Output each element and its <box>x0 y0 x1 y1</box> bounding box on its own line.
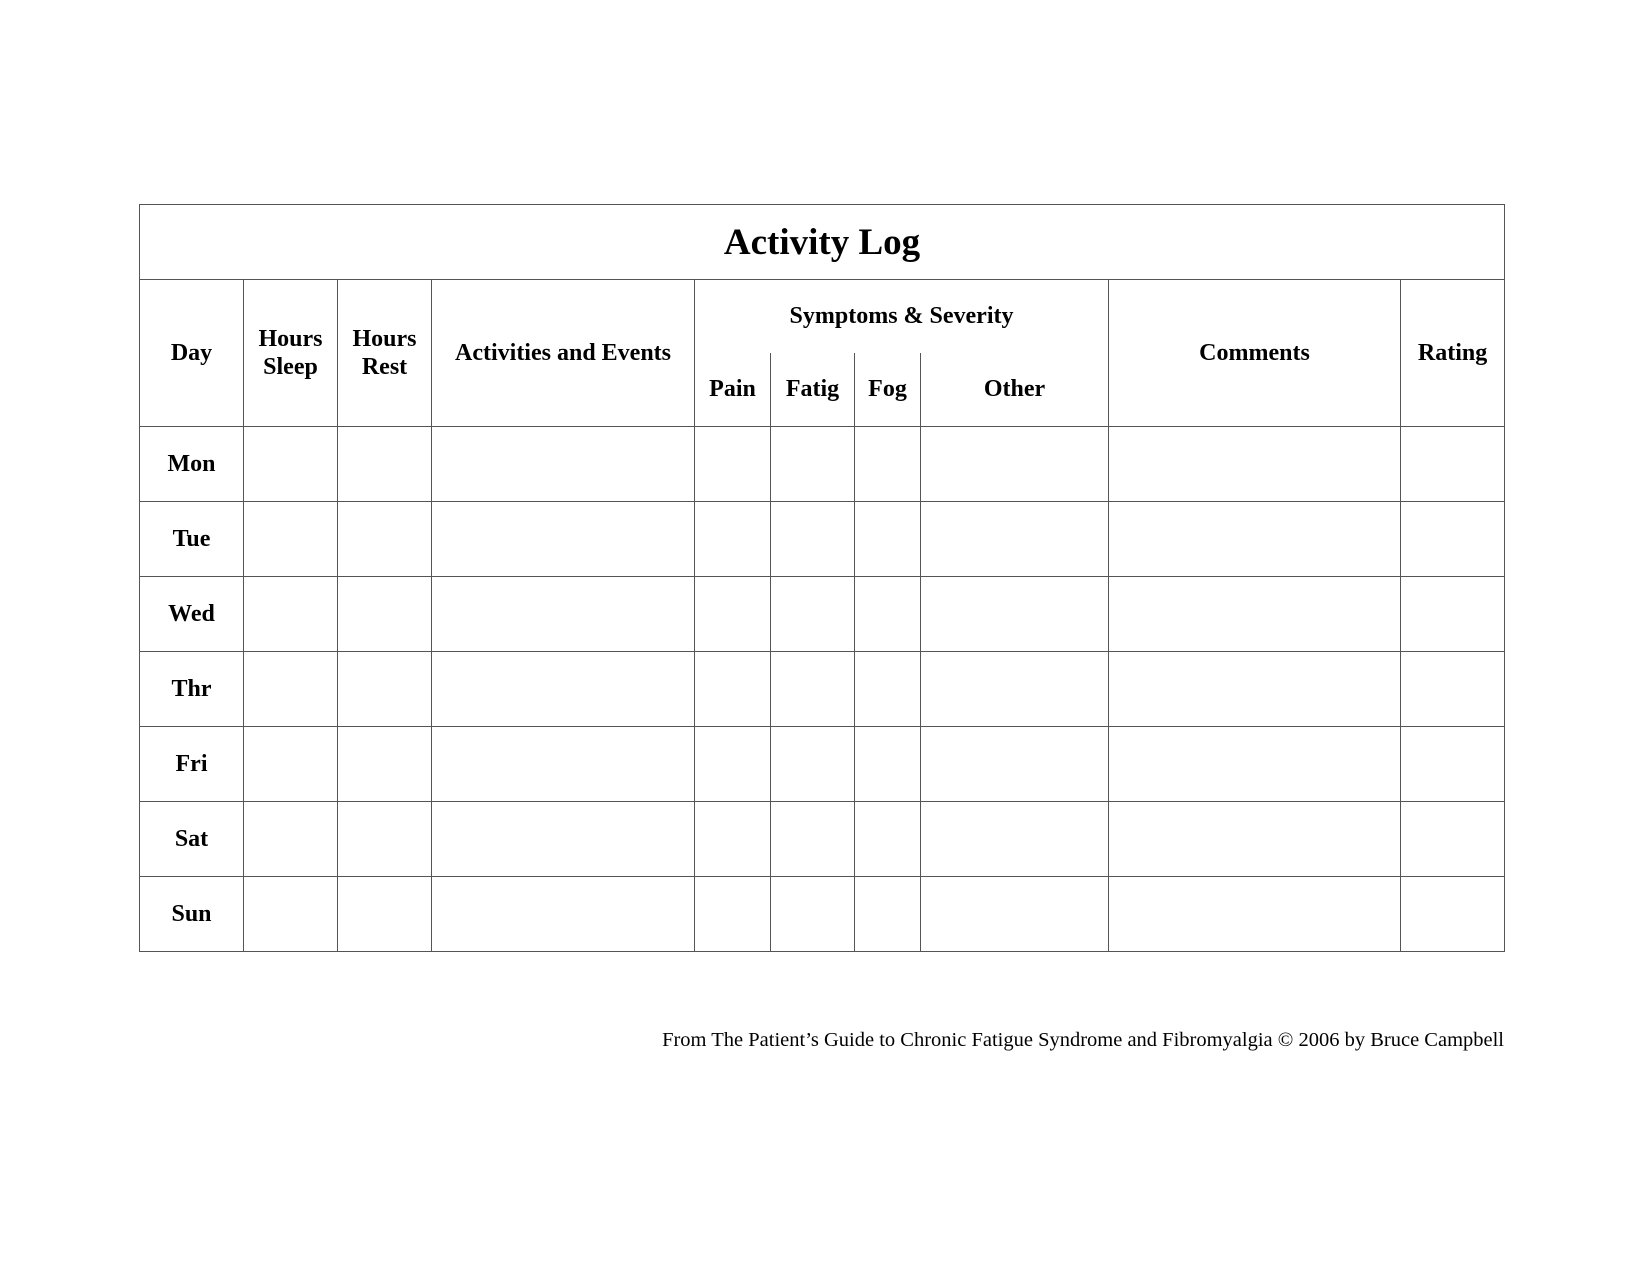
fatig-cell[interactable] <box>771 427 855 502</box>
fatig-cell[interactable] <box>771 502 855 577</box>
rating-cell[interactable] <box>1401 802 1505 877</box>
pain-cell[interactable] <box>695 427 771 502</box>
rating-cell[interactable] <box>1401 652 1505 727</box>
fatig-cell[interactable] <box>771 877 855 952</box>
other-cell[interactable] <box>921 877 1109 952</box>
day-label: Wed <box>140 577 244 652</box>
header-hours-rest-line1: Hours <box>352 326 417 352</box>
activity-log-table <box>139 204 1505 952</box>
table-row <box>140 502 1505 577</box>
other-cell[interactable] <box>921 427 1109 502</box>
hours-sleep-cell[interactable] <box>244 652 338 727</box>
hours-sleep-cell[interactable] <box>244 802 338 877</box>
activities-cell[interactable] <box>432 802 695 877</box>
table-title: Activity Log <box>140 205 1505 280</box>
activities-cell[interactable] <box>432 652 695 727</box>
header-pain: Pain <box>695 353 771 427</box>
pain-cell[interactable] <box>695 802 771 877</box>
hours-rest-cell[interactable] <box>338 877 432 952</box>
rating-cell[interactable] <box>1401 577 1505 652</box>
other-cell[interactable] <box>921 727 1109 802</box>
activities-cell[interactable] <box>432 877 695 952</box>
comments-cell[interactable] <box>1109 427 1401 502</box>
header-fatig: Fatig <box>771 353 855 427</box>
hours-sleep-cell[interactable] <box>244 577 338 652</box>
header-symptoms-severity: Symptoms & Severity <box>695 280 1109 354</box>
day-label: Mon <box>140 427 244 502</box>
comments-cell[interactable] <box>1109 652 1401 727</box>
comments-cell[interactable] <box>1109 802 1401 877</box>
fog-cell[interactable] <box>855 502 921 577</box>
fog-cell[interactable] <box>855 877 921 952</box>
header-comments: Comments <box>1109 280 1401 427</box>
fatig-cell[interactable] <box>771 727 855 802</box>
table-row <box>140 727 1505 802</box>
fog-cell[interactable] <box>855 652 921 727</box>
hours-rest-cell[interactable] <box>338 802 432 877</box>
day-label: Fri <box>140 727 244 802</box>
rating-cell[interactable] <box>1401 727 1505 802</box>
hours-sleep-cell[interactable] <box>244 877 338 952</box>
day-label: Sat <box>140 802 244 877</box>
hours-sleep-cell[interactable] <box>244 502 338 577</box>
pain-cell[interactable] <box>695 577 771 652</box>
activities-cell[interactable] <box>432 727 695 802</box>
hours-sleep-cell[interactable] <box>244 727 338 802</box>
hours-rest-cell[interactable] <box>338 727 432 802</box>
other-cell[interactable] <box>921 652 1109 727</box>
header-hours-sleep-line2: Sleep <box>263 354 318 380</box>
other-cell[interactable] <box>921 577 1109 652</box>
day-label: Thr <box>140 652 244 727</box>
fog-cell[interactable] <box>855 802 921 877</box>
activities-cell[interactable] <box>432 502 695 577</box>
table-row <box>140 577 1505 652</box>
fog-cell[interactable] <box>855 727 921 802</box>
hours-rest-cell[interactable] <box>338 577 432 652</box>
hours-sleep-cell[interactable] <box>244 427 338 502</box>
header-fog: Fog <box>855 353 921 427</box>
hours-rest-cell[interactable] <box>338 652 432 727</box>
comments-cell[interactable] <box>1109 727 1401 802</box>
hours-rest-cell[interactable] <box>338 427 432 502</box>
fatig-cell[interactable] <box>771 577 855 652</box>
comments-cell[interactable] <box>1109 877 1401 952</box>
rating-cell[interactable] <box>1401 502 1505 577</box>
fog-cell[interactable] <box>855 427 921 502</box>
header-hours-rest <box>338 280 432 427</box>
pain-cell[interactable] <box>695 877 771 952</box>
day-rows <box>140 427 1505 952</box>
copyright-footer: From The Patient’s Guide to Chronic Fatigue Syndrome and Fibromyalgia © 2006 by Bruce Campbell <box>662 1029 1504 1051</box>
other-cell[interactable] <box>921 502 1109 577</box>
rating-cell[interactable] <box>1401 427 1505 502</box>
table-row <box>140 802 1505 877</box>
day-label: Sun <box>140 877 244 952</box>
header-other: Other <box>921 353 1109 427</box>
header-hours-sleep-line1: Hours <box>258 326 323 352</box>
day-label: Tue <box>140 502 244 577</box>
comments-cell[interactable] <box>1109 577 1401 652</box>
other-cell[interactable] <box>921 802 1109 877</box>
fatig-cell[interactable] <box>771 652 855 727</box>
header-day: Day <box>140 280 244 427</box>
comments-cell[interactable] <box>1109 502 1401 577</box>
table-row <box>140 877 1505 952</box>
pain-cell[interactable] <box>695 652 771 727</box>
pain-cell[interactable] <box>695 727 771 802</box>
pain-cell[interactable] <box>695 502 771 577</box>
activities-cell[interactable] <box>432 577 695 652</box>
fog-cell[interactable] <box>855 577 921 652</box>
header-hours-sleep <box>244 280 338 427</box>
rating-cell[interactable] <box>1401 877 1505 952</box>
table-row <box>140 652 1505 727</box>
header-rating: Rating <box>1401 280 1505 427</box>
activities-cell[interactable] <box>432 427 695 502</box>
header-hours-rest-line2: Rest <box>361 354 408 380</box>
header-activities: Activities and Events <box>432 280 695 427</box>
table-row <box>140 427 1505 502</box>
fatig-cell[interactable] <box>771 802 855 877</box>
hours-rest-cell[interactable] <box>338 502 432 577</box>
